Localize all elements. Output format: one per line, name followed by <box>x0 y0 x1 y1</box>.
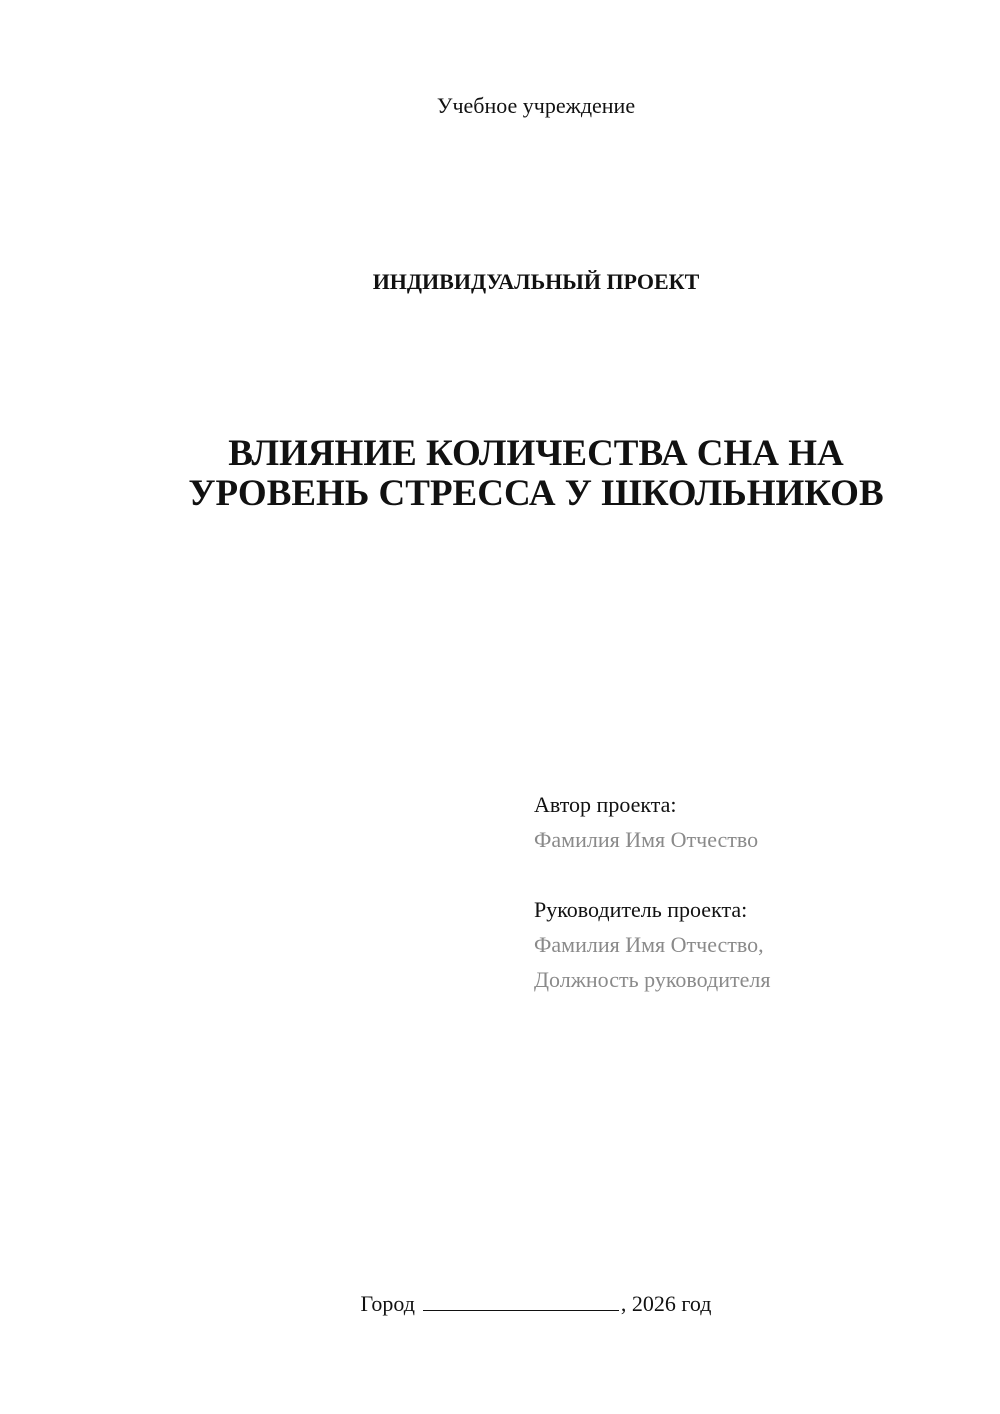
institution-name: Учебное учреждение <box>436 93 636 118</box>
supervisor-label: Руководитель проекта: <box>534 897 748 922</box>
author-label: Автор проекта: <box>534 792 677 817</box>
supervisor-name: Фамилия Имя Отчество, <box>534 932 764 957</box>
supervisor-position: Должность руководителя <box>534 967 771 992</box>
project-title <box>0 434 1000 514</box>
author-name: Фамилия Имя Отчество <box>534 827 759 852</box>
project-type: ИНДИВИДУАЛЬНЫЙ ПРОЕКТ <box>372 269 700 294</box>
year-text: , 2026 год <box>620 1291 712 1316</box>
city-blank-line <box>423 1290 619 1311</box>
city-label: Город <box>360 1291 415 1316</box>
project-title-line: УРОВЕНЬ СТРЕССА У ШКОЛЬНИКОВ <box>188 473 884 514</box>
footer-city-year <box>0 1290 1000 1318</box>
project-title-line: ВЛИЯНИЕ КОЛИЧЕСТВА СНА НА <box>228 433 844 474</box>
credits-spacer <box>534 857 974 892</box>
credits-block <box>534 787 974 997</box>
